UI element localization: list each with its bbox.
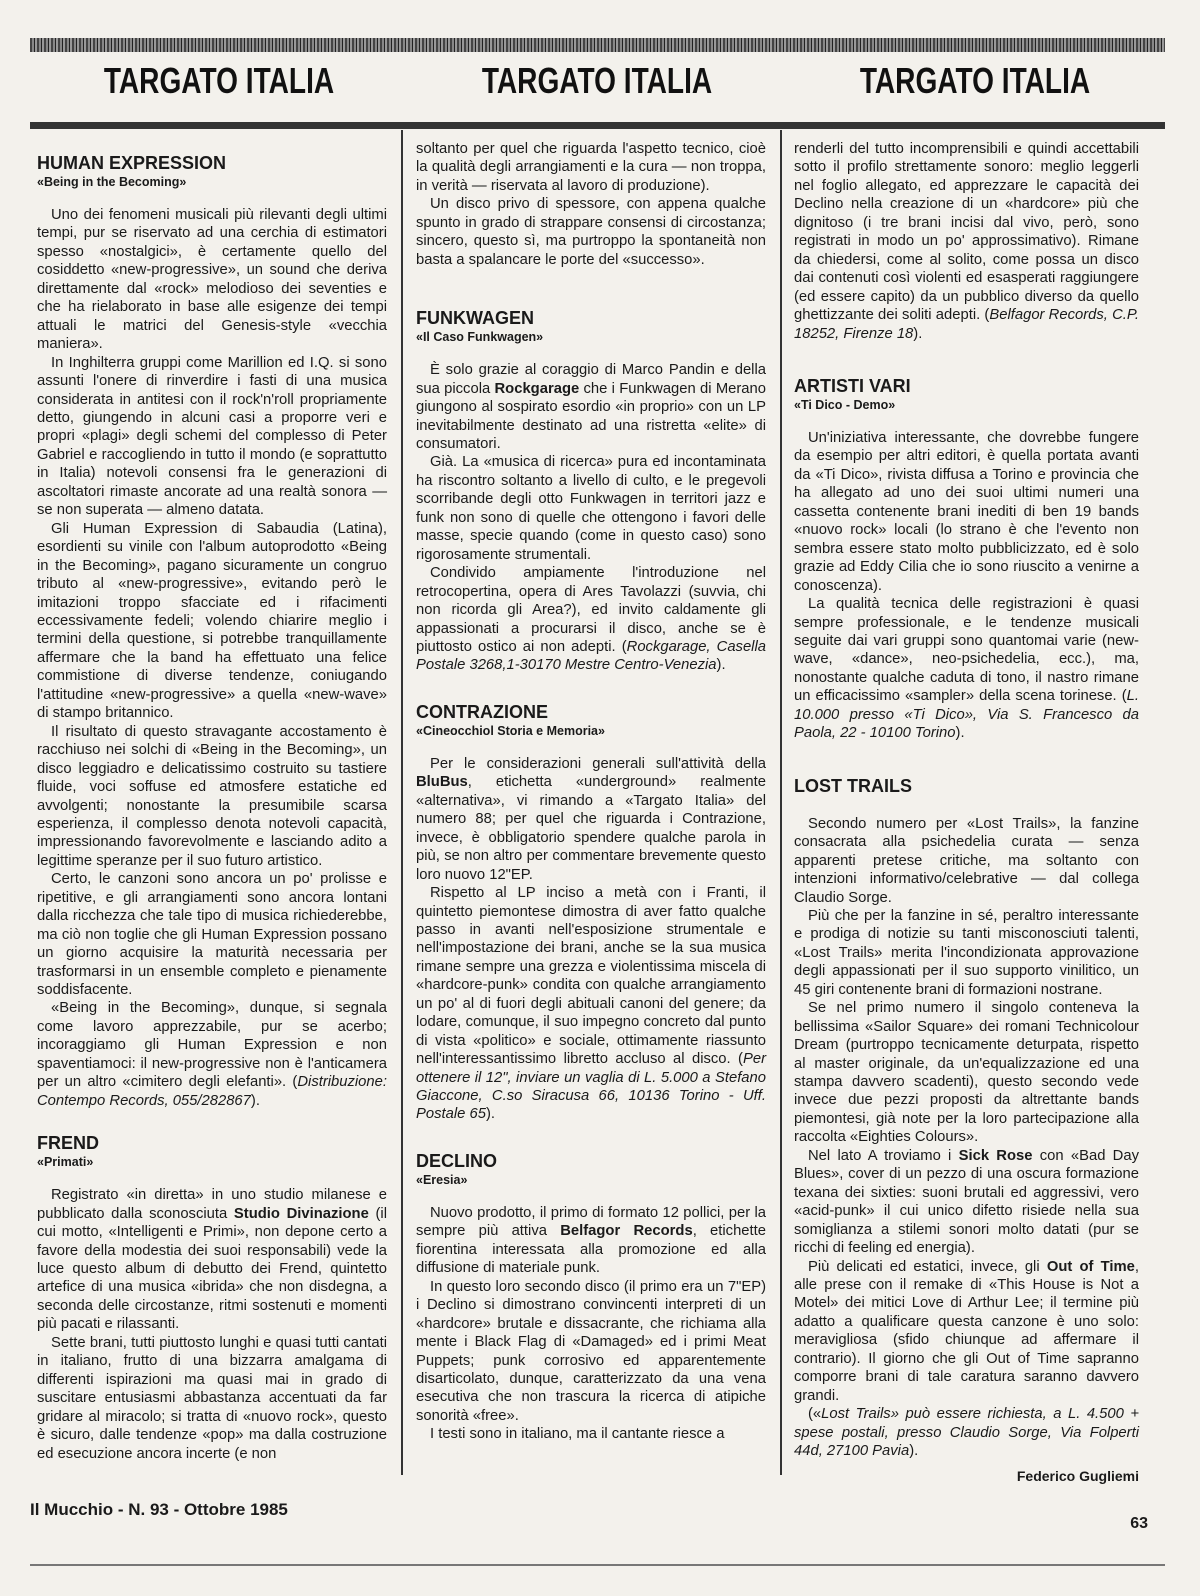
article-title: LOST TRAILS	[794, 775, 912, 796]
band-name: Out of Time	[1046, 1258, 1135, 1275]
paragraph	[794, 595, 1139, 743]
text: Registrato «in diretta» in uno studio milanese e pubblicato dalla sconosciuta	[37, 1187, 387, 1222]
paragraph	[416, 564, 766, 675]
issue-info: Il Mucchio - N. 93 - Ottobre 1985	[30, 1500, 288, 1519]
text: renderli del tutto incomprensibili e quindi accettabili sotto il profilo strettamente sonoro: meglio leggerli nel foglio allegato, ed apprezzare le capacità dei Declino nella creazione di un «hardcore» più che dignitoso (i tre brani incisi dal vivo, però, sono registrati in modo un po' approssimativo). Rimane da chiedersi, come al solito, come possa un disco dai contenuti così violenti ed esasperati raggiungere (ed essere capito) da un pubblico diverso da quello ghettizzante dei soliti adepti. (	[794, 141, 1139, 324]
article-subtitle: «Eresia»	[416, 1172, 468, 1187]
paragraph	[37, 1186, 387, 1334]
paragraph: Se nel primo numero il singolo conteneva la bellissima «Sailor Square» dei romani Technicolour Dream (purtroppo tecnicamente deturpata, rispetto al master originale, da un'equalizzazione ed una stampa davvero scadenti), questo secondo vede invece due pezzi proposti da altrettante bands piemontesi, già note per la loro partecipazione alla raccolta «Eighties Colours».	[794, 1000, 1139, 1146]
column-3	[794, 140, 1139, 1485]
text: Rispetto al LP inciso a metà con i Franti, il quintetto piemontese dimostra di aver fatto qualche passo in avanti nell'esposizione strumentale e nell'impostazione dei brani, anche se la sua musica rimane sempre una grezza e violentissima miscela di «hardcore-punk» condita con qualche arrangiamento un po' al di fuori degli abituali canoni del genere; da lodare, comunque, il suo impegno concreto dal punto di vista «politico» e sociale, ottimamente riassunto nell'interessantissimo libretto accluso al disco. (	[416, 885, 766, 1068]
paragraph	[794, 140, 1139, 343]
text: ).	[250, 1092, 260, 1109]
label-name: Rockgarage	[494, 380, 580, 397]
label-name: Studio Divinazione	[233, 1205, 369, 1222]
text: , etichetta «underground» realmente «alternativa», vi rimando a «Targato Italia» del numero 88; per quel che riguarda i Contrazione, invece, è obbligatorio spendere qualche parola in più, se non altro per commentare brevemente questo loro nuovo 12"EP.	[416, 774, 766, 883]
column-2	[416, 140, 766, 1444]
paragraph: Già. La «musica di ricerca» pura ed incontaminata ha riscontro soltanto a livello di culto, e le pregevoli scorribande degli otto Funkwagen in territori jazz e funk non sono di quelle che ottengono i favori delle masse, specie quando (come in questo caso) sono rigorosamente strumentali.	[416, 454, 766, 563]
contact-info: L. 10.000 presso «Ti Dico», Via S. Francesco da Paola, 22 - 10100 Torino	[794, 688, 1139, 742]
paragraph: Il risultato di questo stravagante accostamento è racchiuso nei solchi di «Being in the Becoming», un disco leggiadro e delicatissimo costruito su tastiere fluide, voci soffuse ed atmosfere estatiche ed avvolgenti; nonostante la presumibile scarsa esperienza, il complesso denota notevoli capacità, impressionando favorevolmente e lasciando adito a legittime speranze per il suo futuro artistico.	[37, 723, 387, 869]
article-title: FUNKWAGEN	[416, 308, 534, 329]
text: , etichette fiorentina interessata alla promozione ed alla diffusione di materiale punk.	[416, 1223, 766, 1277]
top-rule	[30, 38, 1165, 52]
article-subtitle: «Being in the Becoming»	[37, 175, 187, 189]
band-name: Sick Rose	[958, 1147, 1033, 1164]
bottom-rule	[30, 1564, 1165, 1566]
paragraph: I testi sono in italiano, ma il cantante riesce a	[430, 1426, 725, 1443]
paragraph: Uno dei fenomeni musicali più rilevanti degli ultimi tempi, pur se riservato ad una cerchia di estimatori spesso «nostalgici», è certamente quello del cosiddetto «new-progressive», un sound che deriva direttamente dal «rock» melodioso dei seventies e che ha rielaborato in base alle esigenze dei tempi attuali le matrici del Genesis-style «vecchia maniera».	[37, 207, 387, 353]
header-title-left: TARGATO ITALIA	[103, 60, 335, 101]
paragraph	[416, 1204, 766, 1278]
article-subtitle: «Ti Dico - Demo»	[794, 397, 896, 412]
text: ).	[913, 325, 923, 342]
article-title: FREND	[37, 1133, 99, 1154]
paragraph: Un disco privo di spessore, con appena qualche spunto in grado di strappare consensi di circostanza; sincero, questo sì, ma purtroppo la spontaneità non basta a spalancare le porte del «successo».	[416, 196, 766, 268]
paragraph	[416, 755, 766, 884]
column-divider	[401, 130, 403, 1475]
text: Nuovo prodotto, il primo di formato 12 pollici, per la sempre più attiva	[416, 1204, 766, 1240]
text: ).	[909, 1443, 919, 1460]
paragraph: In questo loro secondo disco (il primo era un 7"EP) i Declino si dimostrano convincenti interpreti di un «hardcore» brutale e dissacrante, che richiama alla mente i Black Flag di «Damaged» ed i primi Meat Puppets; punk corrosivo ed apparentemente disarticolato, dunque, caratterizzato da una vena esecutiva che non trascura la ricerca di atipiche sonorità «free».	[416, 1278, 766, 1424]
paragraph: soltanto per quel che riguarda l'aspetto tecnico, cioè la qualità degli arrangiamenti e la cura — non troppa, in verità — riservata al lavoro di produzione).	[416, 141, 766, 194]
label-name: Belfagor Records	[560, 1223, 693, 1240]
article-subtitle: «Il Caso Funkwagen»	[416, 330, 544, 345]
paragraph: Sette brani, tutti piuttosto lunghi e quasi tutti cantati in italiano, frutto di una bizzarra amalgama di differenti ispirazioni ma quasi mai in grado di suscitare entusiasmi abbastanza accentuati da far gridare al miracolo; si tratta di «nuovo rock», questo è sicuro, dalle tendenze «pop» ma dalla costruzione ed esecuzione ancora incerte (e non	[37, 1334, 387, 1462]
article-title: HUMAN EXPRESSION	[37, 153, 227, 173]
column-1	[37, 140, 387, 1463]
author-signature: Federico Gugliemi	[1016, 1467, 1139, 1484]
paragraph: Secondo numero per «Lost Trails», la fanzine consacrata alla psichedelia curata — senza apparenti pretese critiche, ma soltanto con intenzioni informativo/celebrative — dal collega Claudio Sorge.	[794, 815, 1139, 906]
text: Condivido ampiamente l'introduzione nel retrocopertina, opera di Ares Tavolazzi (suvvia, chi non ricorda gli Area?), ed invito caldamente gli appassionati a procurarsi il disco, anche se è piuttosto ostico ai non adepti. (	[416, 565, 766, 655]
page-header	[30, 52, 1165, 129]
contact-info: Lost Trails» può essere richiesta, a L. 4.500 + spese postali, presso Claudio Sorge, Via Folperti 44d, 27100 Pavia	[794, 1406, 1139, 1460]
header-title-right: TARGATO ITALIA	[859, 60, 1091, 101]
paragraph: Più che per la fanzine in sé, peraltro interessante e prodiga di notizie su tanti misconosciuti talenti, «Lost Trails» merita l'incondizionata approvazione degli appassionati per il suo supporto vinilitico, un 45 giri contenente brani di formazioni nostrane.	[794, 907, 1139, 998]
text: , alle prese con il remake di «This House is Not a Motel» dei mitici Love di Arthur Lee; il termine più adatto a qualificare questa canzone è uno solo: meravigliosa (sfido chiunque ad affermare il contrario). Il giorno che gli Out of Time sapranno comporre brani di tale caratura saranno davvero grandi.	[794, 1258, 1139, 1404]
text: ).	[485, 1106, 495, 1123]
page-number: 63	[1130, 1515, 1148, 1532]
article-title: DECLINO	[416, 1150, 497, 1171]
paragraph: Gli Human Expression di Sabaudia (Latina), esordienti su vinile con l'album autoprodotto «Being in the Becoming», pagano sicuramente un congruo tributo al «new-progressive», evitando però le imitazioni troppo sfacciate ed i rifacimenti eccessivamente fedeli; volendo chiarire meglio i termini della questione, si potrebbe tranquillamente affermare che la band ha effettuato una felice commistione di diverse tendenze, coniugando l'attitudine «new-progressive» a quella «new-wave» di stampo britannico.	[37, 520, 387, 722]
text: Più delicati ed estatici, invece, gli	[808, 1258, 1047, 1275]
paragraph	[416, 884, 766, 1124]
paragraph: Certo, le canzoni sono ancora un po' prolisse e ripetitive, e gli arrangiamenti sono ancora lontani dalla ricchezza che tale tipo di musica richiederebbe, ma ciò non toglie che gli Human Expression possano un giorno acquisire la maturità necessaria per trasformarsi in un ensemble completo e pienamente soddisfacente.	[37, 871, 387, 999]
text: («	[808, 1406, 822, 1423]
text: La qualità tecnica delle registrazioni è quasi sempre professionale, e le tendenze musicali seguite dai vari gruppi sono quantomai varie (new-wave, «dance», neo-psichedelia, ecc.), ma, nonostante qualche caduta di tono, il nastro rimane un efficacissimo «sampler» della scena torinese. (	[794, 596, 1139, 705]
paragraph	[416, 361, 766, 453]
article-subtitle: «Primati»	[37, 1155, 94, 1170]
contact-info: Rockgarage, Casella Postale 3268,1-30170 Mestre Centro-Venezia	[416, 638, 766, 674]
contact-info: Belfagor Records, C.P. 18252, Firenze 18	[794, 307, 1139, 342]
paragraph	[37, 999, 387, 1110]
header-title-center: TARGATO ITALIA	[481, 60, 713, 101]
contact-info: Distribuzione: Contempo Records, 055/282867	[37, 1074, 387, 1109]
column-divider	[780, 130, 782, 1475]
text: ).	[955, 725, 965, 742]
text: ).	[716, 657, 726, 674]
paragraph: Un'iniziativa interessante, che dovrebbe fungere da esempio per altri editori, è quella portata avanti da «Ti Dico», rivista diffusa a Torino e provincia che ha allegato ad uno dei suoi ultimi numeri una cassetta contenente brani inediti di ben 19 bands «nuovo rock» locali (lo strano è che l'evento non sembra essere stato molto pubblicizzato, ed è solo grazie ad Eddy Cilia che io sono riuscito a venirne a conoscenza).	[794, 429, 1139, 594]
text: che i Funkwagen di Merano giungono al sospirato esordio «in proprio» con un LP inevitabilmente destinato ad una ristretta «elite» di consumatori.	[416, 380, 766, 452]
paragraph	[794, 1405, 1139, 1460]
text: È solo grazie al coraggio di Marco Pandin e della sua piccola	[416, 362, 766, 397]
paragraph: In Inghilterra gruppi come Marillion ed I.Q. si sono assunti l'onere di rinverdire i fasti di una musica considerata in antitesi con il rock'n'roll propriamente detto, giungendo in alcuni casi a proporre veri e propri «plagi» degli schemi del complesso di Peter Gabriel e raccogliendo in tutto il mondo (e soprattutto in Italia) notevoli consensi fra le generazioni di ascoltatori rimaste ancorate ad una realtà sonora — se non superata — almeno datata.	[37, 354, 387, 519]
contact-info: Per ottenere il 12", inviare un vaglia di L. 5.000 a Stefano Giaccone, C.so Siracusa 66, 10136 Torino - Uff. Postale 65	[416, 1051, 766, 1123]
text: «Being in the Becoming», dunque, si segnala come lavoro apprezzabile, pur se acerbo; incoraggiamo gli Human Expression e non spaventiamoci: il new-progressive non è l'anticamera per un altro «cimitero degli elefanti». (	[37, 1000, 387, 1091]
article-title: CONTRAZIONE	[416, 701, 548, 722]
text: Nel lato A troviamo i	[808, 1147, 959, 1164]
text: Per le considerazioni generali sull'attività della	[430, 755, 766, 772]
article-title: ARTISTI VARI	[794, 375, 911, 396]
text: (il cui motto, «Intelligenti e Primi», non depone certo a favore della modestia dei suoi responsabili) vede la luce questo album di debutto dei Frend, quintetto artefice di una musica «ibrida» che non disdegna, a seconda delle circostanze, ritmi sostenuti e momenti più pacati e rilassanti.	[37, 1205, 387, 1333]
label-name: BluBus	[416, 774, 468, 791]
paragraph	[794, 1147, 1139, 1258]
text: con «Bad Day Blues», cover di un pezzo di una oscura formazione texana dei sixties: suoni brutali ed aggressivi, vero «acid-punk» il cui unico difetto risiede nella sua somiglianza a stilemi sonori molto datati (pur se ricchi di feeling ed energia).	[794, 1147, 1139, 1257]
paragraph	[794, 1258, 1139, 1406]
article-subtitle: «Cineocchiol Storia e Memoria»	[416, 723, 605, 738]
